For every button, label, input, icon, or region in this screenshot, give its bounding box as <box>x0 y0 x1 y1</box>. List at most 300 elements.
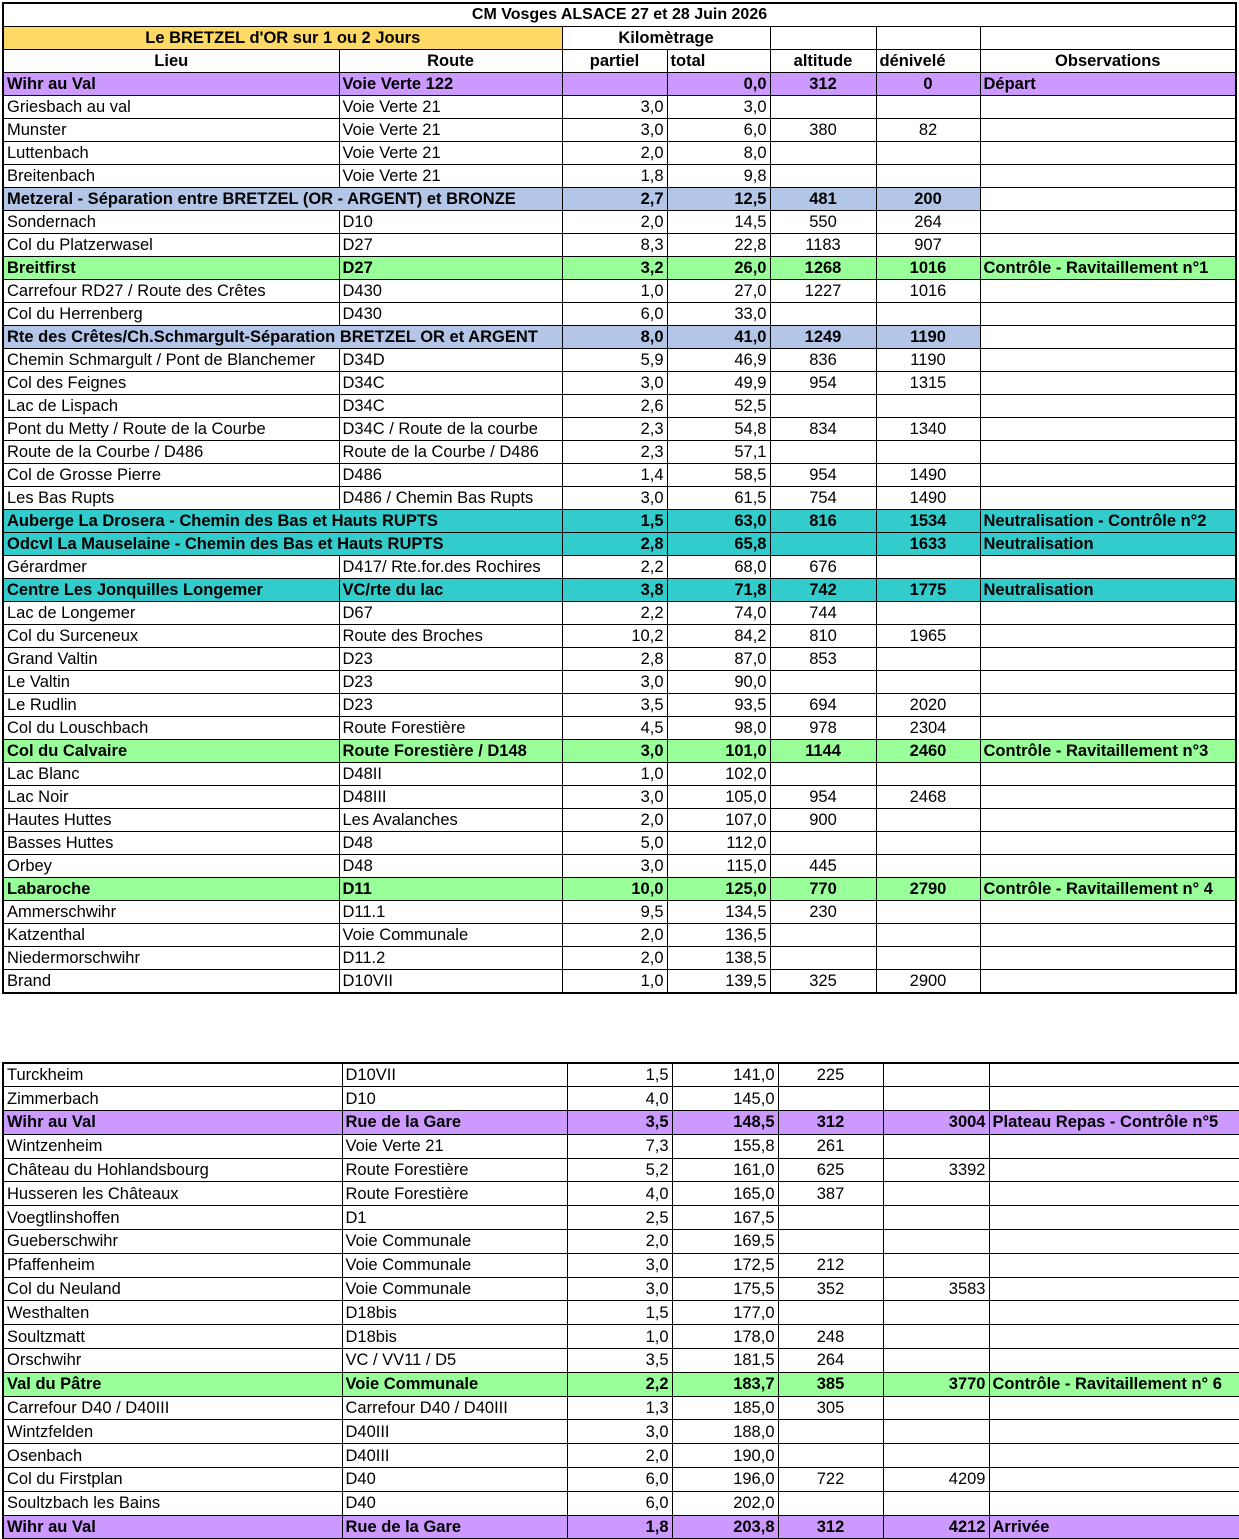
cell-observations <box>989 1158 1239 1182</box>
cell-altitude: 1268 <box>770 257 876 280</box>
table-row <box>3 533 1236 556</box>
cell-lieu: Wihr au Val <box>3 73 339 96</box>
cell-total: 185,0 <box>672 1396 778 1420</box>
cell-lieu: Col du Surceneux <box>3 625 339 648</box>
cell-altitude: 836 <box>770 349 876 372</box>
cell-denivele <box>876 602 980 625</box>
cell-altitude: 816 <box>770 510 876 533</box>
cell-denivele <box>876 96 980 119</box>
cell-route: D48 <box>339 855 562 878</box>
cell-total: 115,0 <box>667 855 770 878</box>
cell-partiel: 2,2 <box>567 1372 672 1396</box>
cell-lieu: Col du Neuland <box>3 1277 342 1301</box>
cell-partiel: 2,7 <box>562 188 667 211</box>
table-row <box>3 786 1236 809</box>
cell-observations <box>980 763 1236 786</box>
table-row <box>3 970 1236 994</box>
cell-route: Voie Communale <box>342 1277 567 1301</box>
cell-total: 177,0 <box>672 1301 778 1325</box>
cell-denivele: 1340 <box>876 418 980 441</box>
cell-total: 61,5 <box>667 487 770 510</box>
cell-observations <box>980 326 1236 349</box>
cell-total: 172,5 <box>672 1253 778 1277</box>
cell-partiel: 7,3 <box>567 1134 672 1158</box>
cell-route: D11.1 <box>339 901 562 924</box>
cell-denivele <box>876 303 980 326</box>
cell-observations <box>980 142 1236 165</box>
cell-denivele <box>876 395 980 418</box>
cell-lieu: Col de Grosse Pierre <box>3 464 339 487</box>
cell-total: 190,0 <box>672 1444 778 1468</box>
cell-lieu: Col du Calvaire <box>3 740 339 763</box>
cell-altitude: 754 <box>770 487 876 510</box>
cell-route: Route Forestière / D148 <box>339 740 562 763</box>
cell-denivele: 907 <box>876 234 980 257</box>
cell-total: 71,8 <box>667 579 770 602</box>
cell-lieu: Gérardmer <box>3 556 339 579</box>
cell-observations <box>980 119 1236 142</box>
cell-partiel: 3,0 <box>562 786 667 809</box>
cell-lieu: Lac Blanc <box>3 763 339 786</box>
table-row <box>3 510 1236 533</box>
cell-lieu: Basses Huttes <box>3 832 339 855</box>
cell-route: D10 <box>339 211 562 234</box>
cell-partiel: 1,3 <box>567 1396 672 1420</box>
cell-lieu: Carrefour RD27 / Route des Crêtes <box>3 280 339 303</box>
cell-altitude: 722 <box>778 1468 883 1492</box>
cell-partiel: 1,0 <box>562 970 667 994</box>
cell-altitude: 1183 <box>770 234 876 257</box>
table-row <box>3 211 1236 234</box>
table-row <box>3 1491 1239 1515</box>
cell-total: 58,5 <box>667 464 770 487</box>
cell-total: 65,8 <box>667 533 770 556</box>
table-row <box>3 878 1236 901</box>
cell-altitude: 742 <box>770 579 876 602</box>
cell-partiel: 3,0 <box>567 1253 672 1277</box>
cell-lieu: Griesbach au val <box>3 96 339 119</box>
cell-total: 148,5 <box>672 1111 778 1135</box>
cell-total: 139,5 <box>667 970 770 994</box>
table-row <box>3 625 1236 648</box>
cell-partiel: 10,0 <box>562 878 667 901</box>
cell-total: 107,0 <box>667 809 770 832</box>
cell-observations: Contrôle - Ravitaillement n°1 <box>980 257 1236 280</box>
cell-observations <box>989 1349 1239 1373</box>
cell-total: 90,0 <box>667 671 770 694</box>
cell-route: D18bis <box>342 1325 567 1349</box>
cell-denivele: 3583 <box>883 1277 989 1301</box>
cell-altitude: 352 <box>778 1277 883 1301</box>
cell-partiel: 2,0 <box>567 1444 672 1468</box>
column-header-row <box>3 50 1236 73</box>
cell-observations <box>980 855 1236 878</box>
cell-denivele <box>876 142 980 165</box>
table-row <box>3 832 1236 855</box>
cell-route: D486 <box>339 464 562 487</box>
cell-partiel: 2,8 <box>562 648 667 671</box>
cell-total: 54,8 <box>667 418 770 441</box>
cell-altitude: 676 <box>770 556 876 579</box>
table-row <box>3 1444 1239 1468</box>
cell-altitude: 694 <box>770 694 876 717</box>
cell-total: 183,7 <box>672 1372 778 1396</box>
cell-partiel: 8,3 <box>562 234 667 257</box>
table-row <box>3 1420 1239 1444</box>
cell-lieu: Labaroche <box>3 878 339 901</box>
cell-route: D1 <box>342 1206 567 1230</box>
cell-observations <box>989 1301 1239 1325</box>
cell-lieu: Soultzbach les Bains <box>3 1491 342 1515</box>
table-row <box>3 1325 1239 1349</box>
cell-partiel: 3,2 <box>562 257 667 280</box>
table-row <box>3 602 1236 625</box>
table-row <box>3 1372 1239 1396</box>
cell-denivele <box>883 1253 989 1277</box>
table-row <box>3 671 1236 694</box>
table-row <box>3 257 1236 280</box>
cell-total: 12,5 <box>667 188 770 211</box>
table-row <box>3 1301 1239 1325</box>
cell-denivele <box>883 1087 989 1111</box>
cell-lieu: Niedermorschwihr <box>3 947 339 970</box>
cell-total: 14,5 <box>667 211 770 234</box>
cell-total: 87,0 <box>667 648 770 671</box>
cell-partiel: 2,5 <box>567 1206 672 1230</box>
cell-total: 52,5 <box>667 395 770 418</box>
cell-denivele <box>876 648 980 671</box>
cell-denivele <box>876 556 980 579</box>
cell-total: 9,8 <box>667 165 770 188</box>
cell-route: Voie Communale <box>342 1253 567 1277</box>
cell-total: 3,0 <box>667 96 770 119</box>
cell-lieu: Westhalten <box>3 1301 342 1325</box>
cell-altitude: 954 <box>770 464 876 487</box>
cell-route: Route des Broches <box>339 625 562 648</box>
cell-altitude <box>770 165 876 188</box>
cell-observations <box>989 1396 1239 1420</box>
cell-denivele <box>883 1063 989 1087</box>
table-row <box>3 487 1236 510</box>
cell-denivele <box>883 1396 989 1420</box>
cell-denivele: 264 <box>876 211 980 234</box>
cell-lieu: Breitenbach <box>3 165 339 188</box>
table-row <box>3 1253 1239 1277</box>
cell-total: 74,0 <box>667 602 770 625</box>
cell-altitude: 1227 <box>770 280 876 303</box>
cell-observations <box>980 556 1236 579</box>
cell-total: 27,0 <box>667 280 770 303</box>
cell-altitude <box>770 533 876 556</box>
cell-partiel: 1,8 <box>567 1515 672 1539</box>
cell-total: 169,5 <box>672 1230 778 1254</box>
cell-lieu: Metzeral - Séparation entre BRETZEL (OR - ARGENT) et BRONZE <box>3 188 562 211</box>
cell-denivele <box>883 1134 989 1158</box>
cell-route: D10 <box>342 1087 567 1111</box>
header-observations: Observations <box>980 50 1236 73</box>
cell-altitude: 770 <box>770 878 876 901</box>
cell-route: Voie Verte 21 <box>342 1134 567 1158</box>
cell-lieu: Val du Pâtre <box>3 1372 342 1396</box>
cell-lieu: Ammerschwihr <box>3 901 339 924</box>
cell-altitude <box>770 763 876 786</box>
table-row <box>3 464 1236 487</box>
table-row <box>3 855 1236 878</box>
cell-total: 165,0 <box>672 1182 778 1206</box>
cell-denivele: 3392 <box>883 1158 989 1182</box>
cell-altitude: 380 <box>770 119 876 142</box>
cell-total: 33,0 <box>667 303 770 326</box>
cell-partiel: 2,0 <box>567 1230 672 1254</box>
cell-altitude <box>778 1491 883 1515</box>
cell-altitude: 954 <box>770 786 876 809</box>
cell-total: 0,0 <box>667 73 770 96</box>
table-row <box>3 326 1236 349</box>
cell-denivele: 1633 <box>876 533 980 556</box>
cell-observations <box>980 671 1236 694</box>
table-row <box>3 809 1236 832</box>
cell-observations <box>980 418 1236 441</box>
cell-altitude: 1144 <box>770 740 876 763</box>
cell-route: Route Forestière <box>342 1182 567 1206</box>
cell-route: D10VII <box>339 970 562 994</box>
cell-partiel: 3,8 <box>562 579 667 602</box>
cell-observations <box>989 1063 1239 1087</box>
cell-lieu: Grand Valtin <box>3 648 339 671</box>
table-row <box>3 556 1236 579</box>
header-lieu: Lieu <box>3 50 339 73</box>
cell-lieu: Lac de Longemer <box>3 602 339 625</box>
cell-partiel: 1,0 <box>567 1325 672 1349</box>
cell-altitude <box>778 1230 883 1254</box>
cell-partiel: 3,0 <box>562 855 667 878</box>
cell-total: 49,9 <box>667 372 770 395</box>
cell-denivele <box>876 763 980 786</box>
cell-lieu: Wihr au Val <box>3 1515 342 1539</box>
cell-lieu: Sondernach <box>3 211 339 234</box>
header-total: total <box>667 50 770 73</box>
cell-altitude <box>770 924 876 947</box>
cell-route: D48III <box>339 786 562 809</box>
cell-lieu: Orschwihr <box>3 1349 342 1373</box>
cell-partiel: 3,0 <box>562 671 667 694</box>
cell-route: D40III <box>342 1420 567 1444</box>
cell-total: 101,0 <box>667 740 770 763</box>
cell-observations <box>989 1230 1239 1254</box>
cell-denivele <box>876 165 980 188</box>
cell-total: 57,1 <box>667 441 770 464</box>
table-row <box>3 349 1236 372</box>
cell-partiel: 2,0 <box>562 809 667 832</box>
table-row <box>3 441 1236 464</box>
table-row <box>3 901 1236 924</box>
cell-observations: Contrôle - Ravitaillement n°3 <box>980 740 1236 763</box>
cell-altitude: 834 <box>770 418 876 441</box>
cell-observations <box>980 901 1236 924</box>
cell-altitude: 481 <box>770 188 876 211</box>
cell-lieu: Katzenthal <box>3 924 339 947</box>
cell-observations: Plateau Repas - Contrôle n°5 <box>989 1111 1239 1135</box>
cell-route: Voie Communale <box>342 1372 567 1396</box>
cell-observations <box>980 303 1236 326</box>
cell-altitude: 264 <box>778 1349 883 1373</box>
cell-route: D40 <box>342 1468 567 1492</box>
cell-observations <box>980 487 1236 510</box>
cell-total: 145,0 <box>672 1087 778 1111</box>
cell-route: D430 <box>339 280 562 303</box>
table-row <box>3 1515 1239 1539</box>
cell-partiel: 1,5 <box>562 510 667 533</box>
cell-route: Voie Verte 21 <box>339 119 562 142</box>
cell-observations <box>980 602 1236 625</box>
cell-partiel: 6,0 <box>567 1468 672 1492</box>
cell-denivele: 1534 <box>876 510 980 533</box>
cell-total: 26,0 <box>667 257 770 280</box>
cell-altitude: 1249 <box>770 326 876 349</box>
cell-total: 138,5 <box>667 947 770 970</box>
cell-partiel: 1,8 <box>562 165 667 188</box>
cell-total: 141,0 <box>672 1063 778 1087</box>
cell-route: D23 <box>339 648 562 671</box>
cell-denivele: 1016 <box>876 257 980 280</box>
cell-denivele <box>876 855 980 878</box>
cell-lieu: Château du Hohlandsbourg <box>3 1158 342 1182</box>
cell-lieu: Wihr au Val <box>3 1111 342 1135</box>
cell-total: 203,8 <box>672 1515 778 1539</box>
cell-partiel: 2,8 <box>562 533 667 556</box>
cell-partiel: 3,0 <box>562 487 667 510</box>
cell-partiel: 4,5 <box>562 717 667 740</box>
table-row <box>3 119 1236 142</box>
cell-partiel: 2,0 <box>562 142 667 165</box>
cell-denivele: 2304 <box>876 717 980 740</box>
cell-observations <box>989 1182 1239 1206</box>
cell-denivele <box>883 1325 989 1349</box>
table-row <box>3 924 1236 947</box>
cell-total: 105,0 <box>667 786 770 809</box>
cell-route: Route de la Courbe / D486 <box>339 441 562 464</box>
table-row <box>3 694 1236 717</box>
cell-altitude: 900 <box>770 809 876 832</box>
cell-observations <box>980 165 1236 188</box>
cell-denivele <box>883 1444 989 1468</box>
cell-altitude: 225 <box>778 1063 883 1087</box>
subtitle-row <box>3 27 1236 50</box>
cell-altitude: 261 <box>778 1134 883 1158</box>
cell-altitude: 625 <box>778 1158 883 1182</box>
cell-observations <box>980 694 1236 717</box>
cell-lieu: Soultzmatt <box>3 1325 342 1349</box>
header-denivele: dénivelé <box>876 50 980 73</box>
cell-observations <box>980 924 1236 947</box>
table-row <box>3 1396 1239 1420</box>
table-row <box>3 1182 1239 1206</box>
table-row <box>3 395 1236 418</box>
cell-total: 178,0 <box>672 1325 778 1349</box>
cell-observations <box>980 372 1236 395</box>
title-row <box>3 3 1236 27</box>
cell-observations <box>989 1444 1239 1468</box>
cell-total: 161,0 <box>672 1158 778 1182</box>
cell-partiel: 3,0 <box>567 1420 672 1444</box>
cell-altitude: 312 <box>778 1111 883 1135</box>
cell-lieu: Pfaffenheim <box>3 1253 342 1277</box>
cell-partiel: 2,6 <box>562 395 667 418</box>
cell-observations: Contrôle - Ravitaillement n° 4 <box>980 878 1236 901</box>
table-row <box>3 1349 1239 1373</box>
cell-route: D67 <box>339 602 562 625</box>
route-table-day2 <box>2 1062 1239 1539</box>
cell-observations <box>980 464 1236 487</box>
cell-denivele <box>876 947 980 970</box>
cell-total: 181,5 <box>672 1349 778 1373</box>
cell-observations <box>980 96 1236 119</box>
cell-route: Les Avalanches <box>339 809 562 832</box>
cell-partiel <box>562 73 667 96</box>
cell-denivele: 3004 <box>883 1111 989 1135</box>
cell-partiel: 9,5 <box>562 901 667 924</box>
cell-total: 134,5 <box>667 901 770 924</box>
cell-denivele: 1016 <box>876 280 980 303</box>
table-row <box>3 188 1236 211</box>
table-row <box>3 372 1236 395</box>
cell-route: D40 <box>342 1491 567 1515</box>
table-row <box>3 648 1236 671</box>
cell-observations <box>980 280 1236 303</box>
cell-total: 125,0 <box>667 878 770 901</box>
cell-lieu: Voegtlinshoffen <box>3 1206 342 1230</box>
cell-denivele <box>876 924 980 947</box>
cell-denivele <box>883 1182 989 1206</box>
cell-route: D430 <box>339 303 562 326</box>
table-row <box>3 73 1236 96</box>
cell-denivele: 2020 <box>876 694 980 717</box>
cell-route: D40III <box>342 1444 567 1468</box>
cell-partiel: 3,0 <box>562 119 667 142</box>
cell-altitude: 978 <box>770 717 876 740</box>
cell-route: Voie Communale <box>342 1230 567 1254</box>
cell-route: D417/ Rte.for.des Rochires <box>339 556 562 579</box>
cell-partiel: 2,0 <box>562 947 667 970</box>
table-row <box>3 740 1236 763</box>
cell-lieu: Carrefour D40 / D40III <box>3 1396 342 1420</box>
cell-total: 98,0 <box>667 717 770 740</box>
cell-observations <box>980 648 1236 671</box>
cell-route: D486 / Chemin Bas Rupts <box>339 487 562 510</box>
cell-lieu: Col du Platzerwasel <box>3 234 339 257</box>
cell-total: 46,9 <box>667 349 770 372</box>
cell-lieu: Rte des Crêtes/Ch.Schmargult-Séparation BRETZEL OR et ARGENT <box>3 326 562 349</box>
cell-route: D18bis <box>342 1301 567 1325</box>
cell-total: 68,0 <box>667 556 770 579</box>
cell-route: Rue de la Gare <box>342 1515 567 1539</box>
cell-altitude <box>770 441 876 464</box>
cell-lieu: Brand <box>3 970 339 994</box>
table-row <box>3 1277 1239 1301</box>
cell-partiel: 10,2 <box>562 625 667 648</box>
cell-denivele: 4209 <box>883 1468 989 1492</box>
cell-denivele: 2468 <box>876 786 980 809</box>
cell-route: Voie Verte 21 <box>339 142 562 165</box>
cell-lieu: Husseren les Châteaux <box>3 1182 342 1206</box>
cell-lieu: Zimmerbach <box>3 1087 342 1111</box>
cell-route: Carrefour D40 / D40III <box>342 1396 567 1420</box>
cell-lieu: Chemin Schmargult / Pont de Blanchemer <box>3 349 339 372</box>
cell-altitude: 550 <box>770 211 876 234</box>
cell-route: D11.2 <box>339 947 562 970</box>
cell-total: 196,0 <box>672 1468 778 1492</box>
table-row <box>3 1468 1239 1492</box>
